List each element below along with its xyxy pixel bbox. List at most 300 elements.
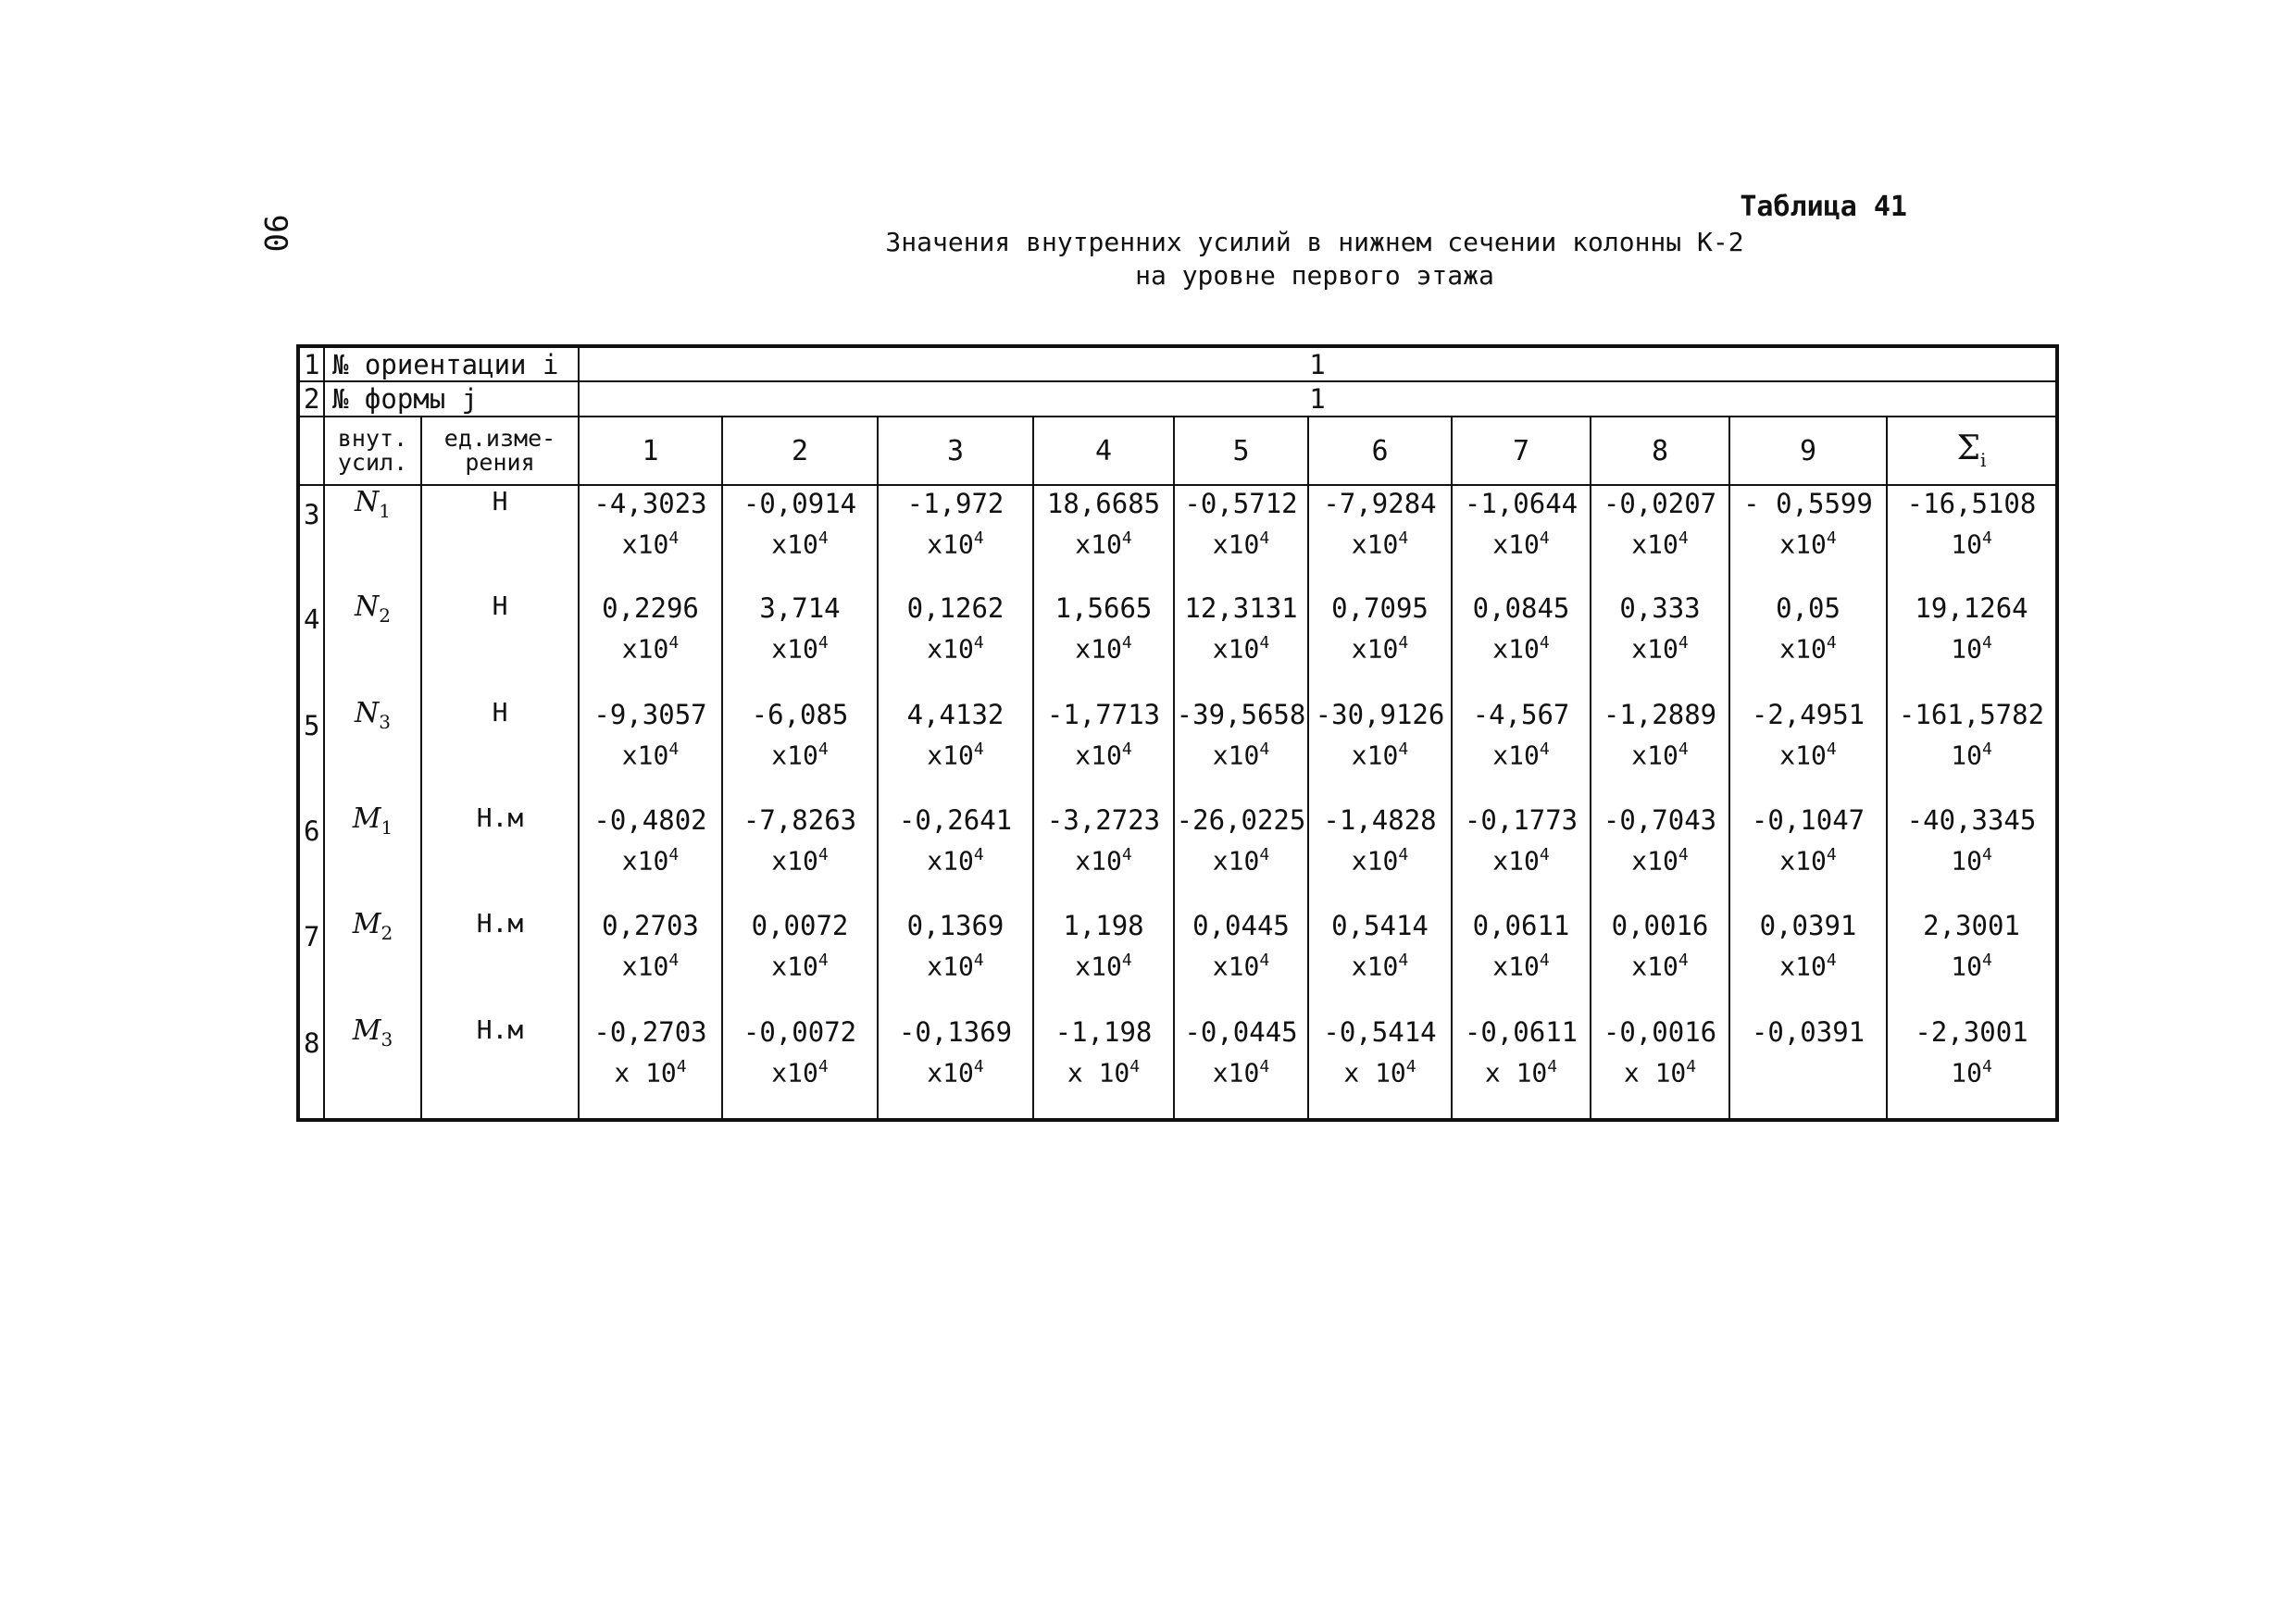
value-number: -7,9284 — [1323, 488, 1437, 519]
value-number: -0,4802 — [593, 803, 707, 836]
title-line-1: Значения внутренних усилий в нижнем сечении колонны К-2 — [885, 227, 1744, 257]
value-cell — [1308, 802, 1452, 908]
sum-value-cell — [1887, 1014, 2057, 1120]
multiplier-exponent: 4 — [1539, 951, 1550, 971]
value-multiplier — [1453, 1050, 1590, 1090]
multiplier-base: x10 — [771, 951, 818, 982]
value-cell — [1174, 697, 1308, 802]
value-number: 19,1264 — [1915, 592, 2028, 625]
multiplier-base: x10 — [1492, 845, 1540, 877]
value-multiplier — [879, 521, 1032, 562]
value-multiplier — [1175, 626, 1307, 666]
multiplier-exponent: 4 — [1121, 633, 1132, 653]
force-symbol — [324, 697, 421, 802]
multiplier-base: x10 — [1779, 739, 1827, 770]
multiplier-base: x10 — [771, 1056, 818, 1088]
value-cell — [1729, 802, 1887, 908]
multiplier-exponent: 4 — [668, 951, 680, 971]
value-number: 0,05 — [1776, 592, 1841, 625]
value-multiplier — [1175, 1050, 1307, 1090]
multiplier-base: x10 — [1075, 951, 1122, 982]
value-number: 1,5665 — [1054, 592, 1153, 625]
value-multiplier — [1888, 732, 2055, 773]
form-label: № формы j — [324, 381, 579, 417]
value-number: 0,1262 — [906, 592, 1004, 625]
value-multiplier — [1888, 1050, 2055, 1090]
multiplier-exponent: 4 — [1678, 951, 1689, 971]
column-header: 1 — [579, 417, 722, 485]
value-cell — [878, 697, 1033, 802]
value-cell — [878, 908, 1033, 1014]
value-multiplier — [1034, 521, 1173, 562]
multiplier-base: x10 — [621, 633, 669, 665]
value-multiplier — [1888, 838, 2055, 878]
multiplier-exponent: 4 — [1678, 633, 1689, 653]
value-number: 12,3131 — [1184, 592, 1298, 625]
table-row — [298, 1014, 2057, 1120]
orientation-row — [298, 346, 2057, 381]
row-number: 4 — [298, 591, 324, 696]
unit-cell: Н.м — [421, 802, 579, 908]
multiplier-exponent: 4 — [1121, 739, 1132, 759]
multiplier-base: x10 — [1212, 951, 1260, 982]
value-multiplier — [1453, 732, 1590, 773]
value-number: -0,0914 — [742, 488, 857, 519]
value-multiplier — [723, 732, 877, 773]
multiplier-exponent: 4 — [1259, 1056, 1270, 1076]
multiplier-base: x10 — [1212, 739, 1260, 770]
multiplier-base: x10 — [1631, 529, 1678, 560]
value-cell — [1308, 591, 1452, 696]
value-cell — [1729, 1014, 1887, 1120]
value-number: 0,0445 — [1192, 910, 1290, 942]
multiplier-base: x10 — [1075, 739, 1122, 770]
value-cell — [722, 697, 878, 802]
multiplier-base: x10 — [1492, 529, 1540, 560]
multiplier-exponent: 4 — [1405, 1056, 1416, 1076]
value-cell — [579, 908, 722, 1014]
multiplier-base: x10 — [1492, 633, 1540, 665]
value-cell — [1033, 697, 1174, 802]
value-multiplier — [1591, 521, 1728, 562]
row-number: 2 — [298, 381, 324, 417]
multiplier-exponent: 4 — [973, 844, 984, 864]
unit-cell: Н.м — [421, 908, 579, 1014]
force-symbol-index: 2 — [379, 604, 391, 628]
value-multiplier — [879, 732, 1032, 773]
table-row — [298, 908, 2057, 1014]
forces-table-body — [298, 485, 2057, 1120]
value-cell — [1033, 485, 1174, 591]
force-symbol — [324, 591, 421, 696]
multiplier-base: 10 — [1951, 1056, 1982, 1088]
value-number: 0,0391 — [1759, 910, 1857, 942]
multiplier-exponent: 4 — [973, 739, 984, 759]
force-symbol-letter: M — [352, 908, 381, 941]
value-multiplier — [723, 943, 877, 984]
value-multiplier — [1591, 626, 1728, 666]
force-symbol — [324, 1014, 421, 1120]
value-number: -1,2889 — [1603, 698, 1717, 730]
value-cell — [1033, 1014, 1174, 1120]
value-multiplier — [1309, 943, 1451, 984]
multiplier-base: x10 — [771, 633, 818, 665]
force-symbol — [324, 908, 421, 1014]
sum-value-cell — [1887, 485, 2057, 591]
value-multiplier — [1034, 626, 1173, 666]
value-multiplier — [1175, 732, 1307, 773]
value-multiplier — [580, 838, 721, 878]
value-cell — [722, 908, 878, 1014]
value-cell — [722, 591, 878, 696]
value-multiplier — [1175, 838, 1307, 878]
table-row — [298, 591, 2057, 696]
multiplier-base: x10 — [621, 529, 669, 560]
value-cell — [1308, 1014, 1452, 1120]
value-multiplier — [580, 732, 721, 773]
value-number: 1,198 — [1063, 910, 1144, 942]
column-header: 8 — [1591, 417, 1729, 485]
value-multiplier — [580, 626, 721, 666]
value-multiplier — [723, 1050, 877, 1090]
force-symbol — [324, 802, 421, 908]
form-row — [298, 381, 2057, 417]
sum-value-cell — [1887, 908, 2057, 1014]
sum-value-cell — [1887, 591, 2057, 696]
column-header: 6 — [1308, 417, 1452, 485]
value-number: -0,0207 — [1603, 488, 1717, 519]
value-multiplier — [1591, 943, 1728, 984]
table-row — [298, 485, 2057, 591]
value-multiplier — [1034, 732, 1173, 773]
value-cell — [1174, 1014, 1308, 1120]
multiplier-base: x10 — [927, 633, 974, 665]
value-number: 0,0072 — [751, 910, 849, 942]
multiplier-exponent: 4 — [1539, 739, 1550, 759]
multiplier-base: 10 — [1951, 633, 1982, 665]
value-cell — [1591, 591, 1729, 696]
value-cell — [1452, 908, 1591, 1014]
value-cell — [1174, 908, 1308, 1014]
value-number: -6,085 — [751, 698, 849, 730]
sum-value-cell — [1887, 697, 2057, 802]
multiplier-exponent: 4 — [1686, 1056, 1697, 1076]
value-multiplier — [1453, 943, 1590, 984]
multiplier-base: 10 — [1951, 529, 1982, 560]
multiplier-exponent: 4 — [1826, 951, 1837, 971]
form-value: 1 — [579, 381, 2057, 417]
multiplier-exponent: 4 — [817, 633, 829, 653]
orientation-label: № ориентации i — [324, 346, 579, 381]
value-number: -3,2723 — [1046, 803, 1161, 836]
value-cell — [722, 1014, 878, 1120]
multiplier-exponent: 4 — [1121, 951, 1132, 971]
multiplier-exponent: 4 — [1398, 739, 1409, 759]
value-multiplier — [1453, 626, 1590, 666]
force-symbol-letter: N — [355, 486, 380, 518]
force-symbol-letter: M — [352, 1014, 381, 1047]
value-multiplier — [1309, 732, 1451, 773]
multiplier-exponent: 4 — [1547, 1056, 1558, 1076]
multiplier-base: x10 — [1212, 845, 1260, 877]
value-multiplier — [879, 626, 1032, 666]
value-cell — [1308, 697, 1452, 802]
sum-column-header — [1887, 417, 2057, 485]
force-symbol — [324, 485, 421, 591]
value-number: -1,7713 — [1046, 698, 1161, 730]
multiplier-exponent: 4 — [1259, 844, 1270, 864]
multiplier-base: x10 — [621, 951, 669, 982]
value-number: -1,198 — [1054, 1015, 1153, 1048]
multiplier-exponent: 4 — [973, 529, 984, 548]
multiplier-base: x10 — [1631, 951, 1678, 982]
multiplier-exponent: 4 — [1981, 844, 1992, 864]
value-number: -0,1369 — [898, 1015, 1013, 1048]
value-number: -1,0644 — [1464, 488, 1578, 519]
value-cell — [1452, 802, 1591, 908]
multiplier-exponent: 4 — [1678, 529, 1689, 548]
value-cell — [722, 802, 878, 908]
title-line-2: на уровне первого этажа — [1135, 260, 1494, 291]
value-cell — [1729, 485, 1887, 591]
value-cell — [878, 1014, 1033, 1120]
multiplier-base: x10 — [1631, 845, 1678, 877]
multiplier-base: x10 — [1631, 633, 1678, 665]
multiplier-base: x10 — [927, 951, 974, 982]
multiplier-exponent: 4 — [1398, 529, 1409, 548]
table-row — [298, 802, 2057, 908]
value-cell — [1174, 802, 1308, 908]
value-multiplier — [1309, 626, 1451, 666]
force-symbol-index: 1 — [379, 500, 391, 522]
force-symbol-index: 3 — [379, 710, 391, 733]
value-cell — [1033, 802, 1174, 908]
header-blank-cell — [298, 417, 324, 485]
value-cell — [1033, 591, 1174, 696]
force-symbol-index: 3 — [381, 1027, 393, 1051]
multiplier-base: x10 — [1351, 739, 1399, 770]
value-multiplier — [1730, 521, 1886, 562]
value-multiplier — [1591, 838, 1728, 878]
multiplier-exponent: 4 — [1259, 529, 1270, 548]
force-symbol-index: 1 — [381, 815, 393, 839]
value-cell — [1452, 697, 1591, 802]
multiplier-exponent: 4 — [973, 1056, 984, 1076]
column-header: 4 — [1033, 417, 1174, 485]
value-cell — [1591, 908, 1729, 1014]
value-multiplier — [1034, 838, 1173, 878]
table-label: Таблица 41 — [1740, 191, 1907, 223]
multiplier-base: x10 — [621, 739, 669, 770]
value-number: -2,3001 — [1915, 1015, 2028, 1048]
column-header: 9 — [1729, 417, 1887, 485]
value-multiplier — [1453, 838, 1590, 878]
value-number: -2,4951 — [1751, 698, 1866, 730]
value-cell — [1591, 697, 1729, 802]
multiplier-exponent: 4 — [1826, 529, 1837, 548]
value-multiplier — [1309, 521, 1451, 562]
multiplier-base: 10 — [1951, 845, 1982, 877]
value-number: 2,3001 — [1923, 910, 2020, 942]
value-number: -0,2703 — [593, 1015, 707, 1048]
multiplier-base: x10 — [771, 845, 818, 877]
value-number: -39,5658 — [1176, 698, 1306, 730]
value-number: -0,7043 — [1603, 803, 1717, 836]
value-number: 0,7095 — [1331, 592, 1429, 625]
value-number: -7,8263 — [742, 803, 857, 836]
value-number: 0,0611 — [1472, 910, 1570, 942]
multiplier-exponent: 4 — [1981, 529, 1992, 548]
multiplier-base: x10 — [1351, 529, 1399, 560]
multiplier-exponent: 4 — [1981, 633, 1992, 653]
multiplier-base: x 10 — [1623, 1056, 1687, 1088]
value-number: 18,6685 — [1046, 488, 1161, 519]
value-cell — [1174, 485, 1308, 591]
force-symbol-letter: N — [355, 696, 380, 729]
value-cell — [579, 1014, 722, 1120]
multiplier-exponent: 4 — [668, 739, 680, 759]
value-multiplier — [1309, 838, 1451, 878]
value-number: -26,0225 — [1176, 803, 1306, 836]
force-label-header: внут. усил. — [324, 417, 421, 485]
value-number: 0,2703 — [602, 910, 699, 942]
value-multiplier — [1591, 1050, 1728, 1090]
value-cell — [1174, 591, 1308, 696]
multiplier-exponent: 4 — [1539, 844, 1550, 864]
multiplier-base: x10 — [1351, 951, 1399, 982]
multiplier-base: x10 — [771, 739, 818, 770]
forces-table — [296, 344, 2059, 1122]
value-multiplier — [1034, 1050, 1173, 1090]
multiplier-base: x10 — [927, 845, 974, 877]
value-multiplier — [1888, 943, 2055, 984]
value-cell — [1452, 591, 1591, 696]
value-multiplier — [723, 521, 877, 562]
value-number: 0,1369 — [906, 910, 1004, 942]
multiplier-exponent: 4 — [668, 633, 680, 653]
value-number: -0,2641 — [898, 803, 1013, 836]
value-number: -0,0445 — [1184, 1015, 1298, 1048]
multiplier-exponent: 4 — [1121, 844, 1132, 864]
multiplier-base: x10 — [621, 845, 669, 877]
value-multiplier — [879, 943, 1032, 984]
multiplier-base: x10 — [1779, 633, 1827, 665]
value-cell — [1729, 591, 1887, 696]
row-number: 6 — [298, 802, 324, 908]
value-number: - 0,5599 — [1743, 488, 1873, 519]
multiplier-base: x10 — [1492, 739, 1540, 770]
value-number: -0,0391 — [1751, 1015, 1866, 1048]
unit-cell: Н — [421, 485, 579, 591]
multiplier-exponent: 4 — [1981, 1056, 1992, 1076]
value-multiplier — [723, 838, 877, 878]
multiplier-exponent: 4 — [1981, 951, 1992, 971]
multiplier-base: x10 — [927, 739, 974, 770]
value-multiplier — [1730, 626, 1886, 666]
multiplier-base: 10 — [1951, 951, 1982, 982]
multiplier-base: x10 — [1631, 739, 1678, 770]
multiplier-exponent: 4 — [1259, 951, 1270, 971]
multiplier-exponent: 4 — [1398, 844, 1409, 864]
column-header: 5 — [1174, 417, 1308, 485]
multiplier-exponent: 4 — [1539, 529, 1550, 548]
value-cell — [1729, 908, 1887, 1014]
table-row — [298, 697, 2057, 802]
multiplier-base: x10 — [1212, 633, 1260, 665]
value-number: -0,5414 — [1323, 1015, 1437, 1048]
value-multiplier — [1591, 732, 1728, 773]
column-header: 2 — [722, 417, 878, 485]
multiplier-base: x10 — [1492, 951, 1540, 982]
multiplier-base: x10 — [927, 529, 974, 560]
sum-symbol: Σ — [1956, 429, 1981, 468]
multiplier-base: x10 — [1351, 633, 1399, 665]
multiplier-base: x10 — [1075, 529, 1122, 560]
multiplier-exponent: 4 — [1398, 951, 1409, 971]
multiplier-exponent: 4 — [1981, 739, 1992, 759]
value-number: 3,714 — [759, 592, 841, 625]
unit-label-header: ед.изме- рения — [421, 417, 579, 485]
multiplier-base: x10 — [1779, 845, 1827, 877]
unit-cell: Н — [421, 591, 579, 696]
value-multiplier — [1034, 943, 1173, 984]
value-number: 0,0016 — [1611, 910, 1709, 942]
row-number: 7 — [298, 908, 324, 1014]
row-number: 1 — [298, 346, 324, 381]
value-number: -16,5108 — [1906, 488, 2037, 519]
value-multiplier — [1309, 1050, 1451, 1090]
multiplier-exponent: 4 — [1826, 739, 1837, 759]
value-multiplier — [580, 521, 721, 562]
row-number: 8 — [298, 1014, 324, 1120]
multiplier-exponent: 4 — [817, 529, 829, 548]
orientation-value: 1 — [579, 346, 2057, 381]
multiplier-exponent: 4 — [817, 1056, 829, 1076]
table-title — [648, 226, 1981, 292]
value-number: -0,0611 — [1464, 1015, 1578, 1048]
value-number: -1,4828 — [1323, 803, 1437, 836]
value-cell — [878, 802, 1033, 908]
value-cell — [1308, 485, 1452, 591]
value-number: -4,3023 — [593, 488, 707, 519]
multiplier-base: x10 — [771, 529, 818, 560]
column-header: 7 — [1452, 417, 1591, 485]
unit-cell: Н.м — [421, 1014, 579, 1120]
value-multiplier — [1888, 521, 2055, 562]
value-cell — [1452, 485, 1591, 591]
value-number: 4,4132 — [906, 698, 1004, 730]
multiplier-exponent: 4 — [1539, 633, 1550, 653]
value-cell — [878, 485, 1033, 591]
value-cell — [722, 485, 878, 591]
multiplier-exponent: 4 — [973, 951, 984, 971]
value-multiplier — [879, 1050, 1032, 1090]
multiplier-base: x 10 — [1067, 1056, 1130, 1088]
multiplier-base: x 10 — [614, 1056, 677, 1088]
value-cell — [1591, 1014, 1729, 1120]
multiplier-exponent: 4 — [1678, 844, 1689, 864]
value-cell — [579, 802, 722, 908]
row-number: 5 — [298, 697, 324, 802]
value-number: 0,5414 — [1331, 910, 1429, 942]
multiplier-exponent: 4 — [1129, 1056, 1141, 1076]
multiplier-exponent: 4 — [1826, 633, 1837, 653]
page-number: 90 — [256, 214, 293, 253]
multiplier-base: x10 — [1779, 951, 1827, 982]
value-number: -1,972 — [906, 488, 1004, 519]
multiplier-base: x10 — [1075, 633, 1122, 665]
multiplier-base: x10 — [1075, 845, 1122, 877]
